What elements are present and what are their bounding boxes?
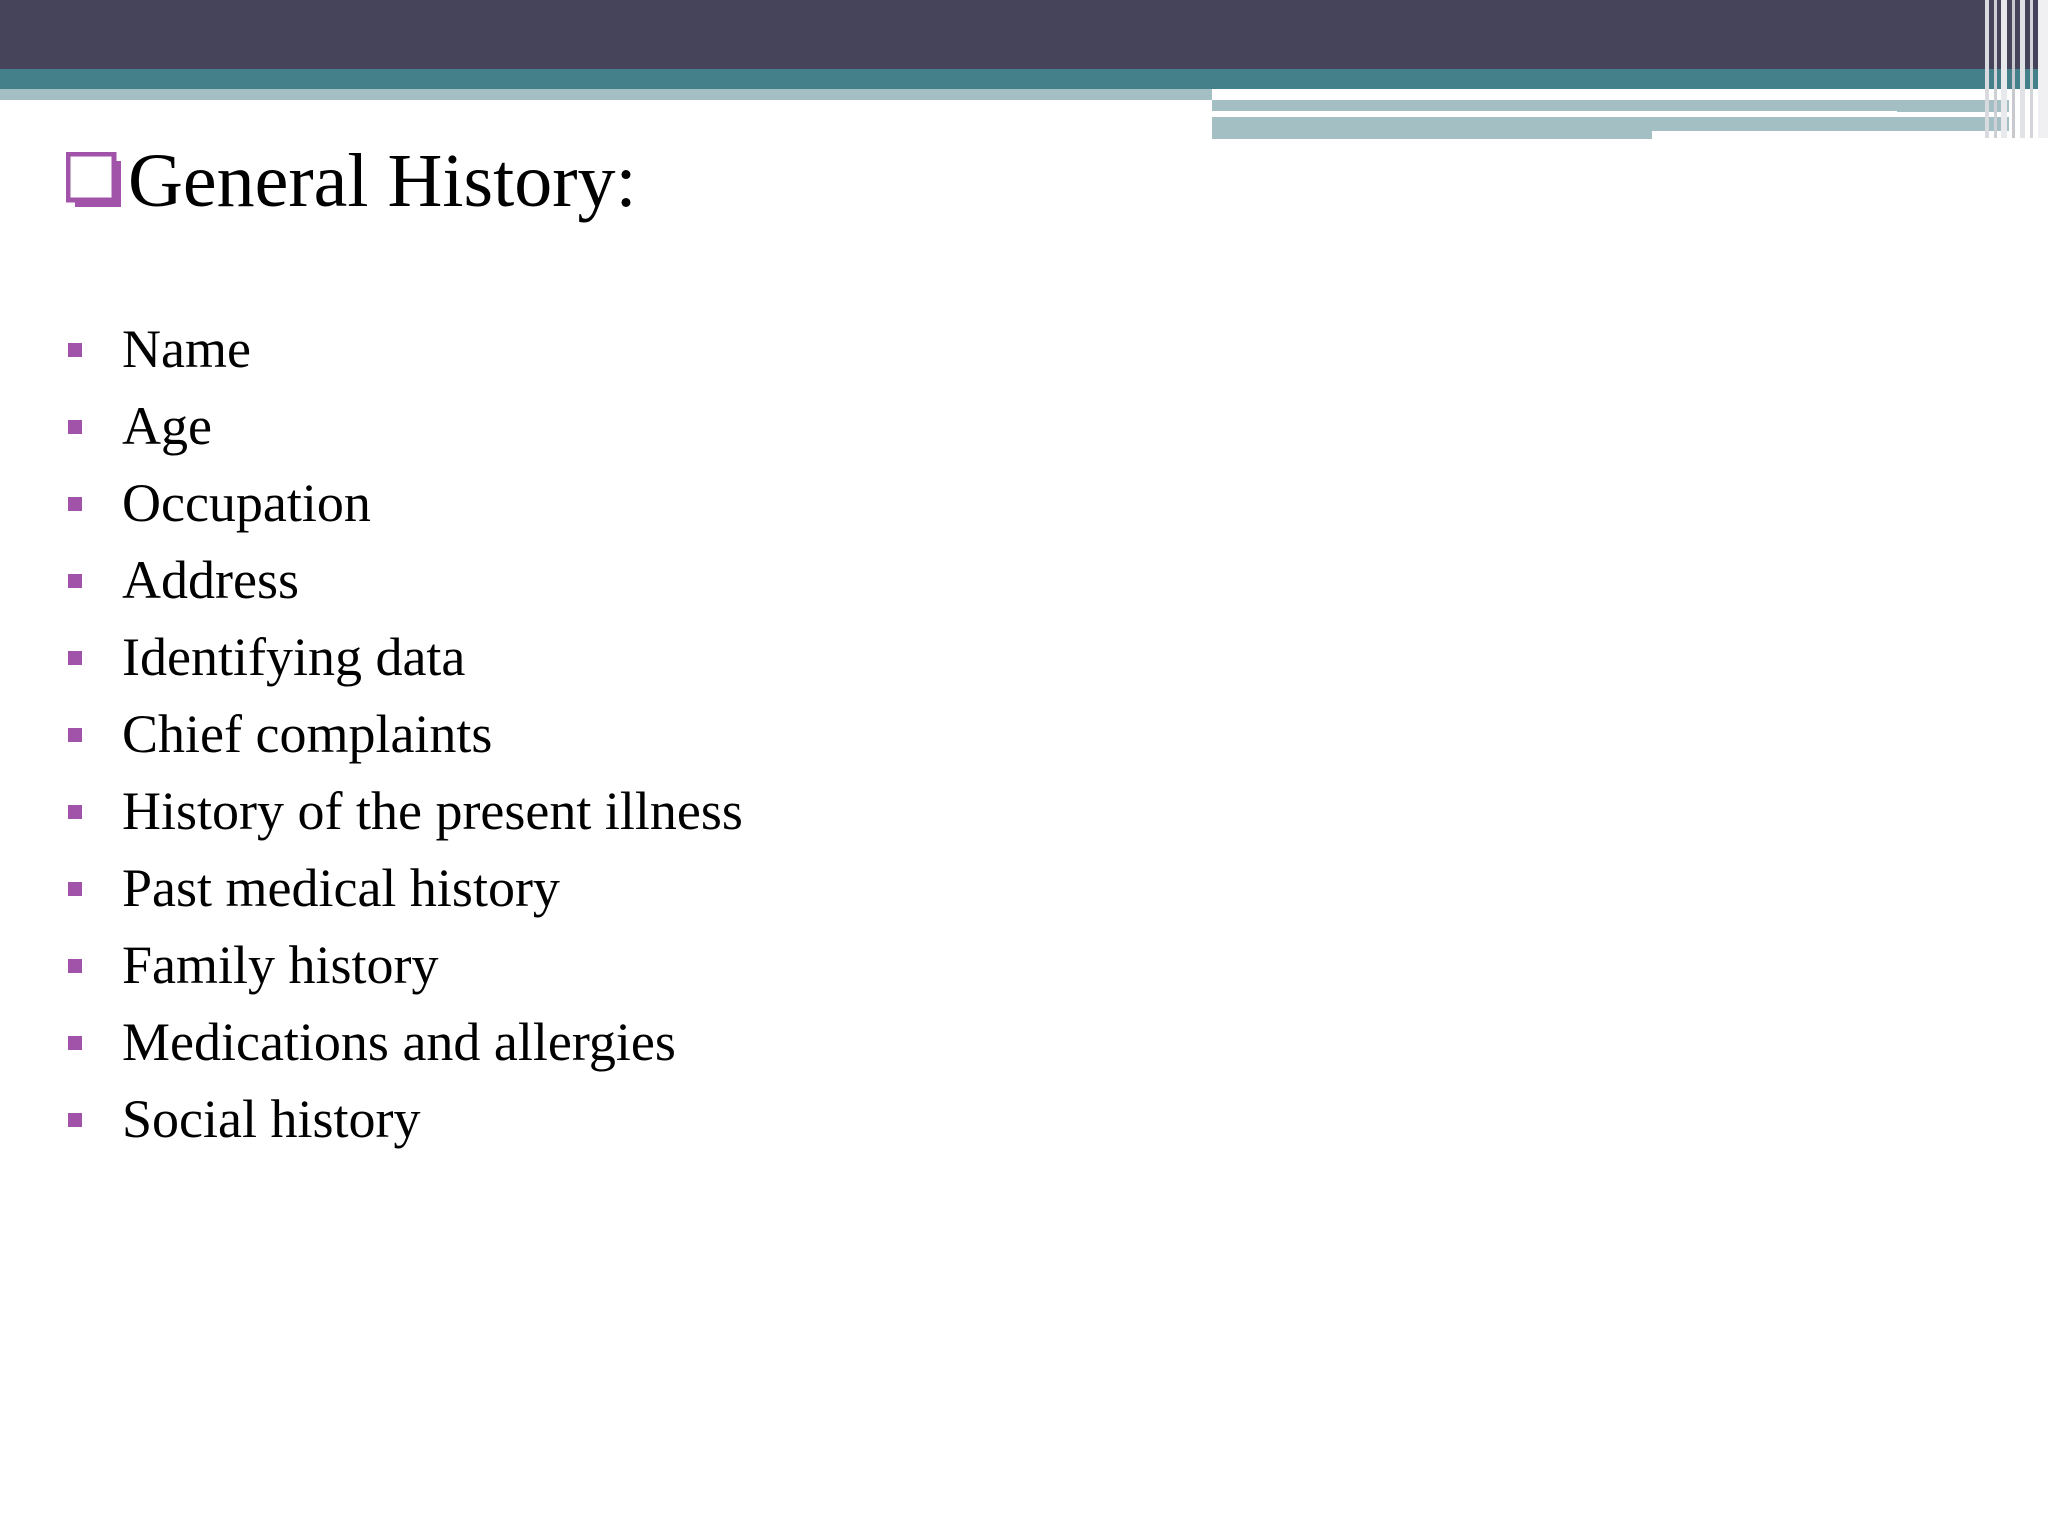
- header-band-teal: [0, 69, 2048, 89]
- list-item-text: Past medical history: [122, 858, 560, 918]
- list-item: [66, 619, 743, 696]
- square-bullet-icon: [68, 1113, 82, 1127]
- list-item: [66, 773, 743, 850]
- square-bullet-icon: [68, 420, 82, 434]
- list-item-text: Occupation: [122, 473, 371, 533]
- list-item-text: Medications and allergies: [122, 1012, 676, 1072]
- list-item-text: Social history: [122, 1089, 421, 1149]
- list-item: [66, 1004, 743, 1081]
- square-bullet-icon: [68, 651, 82, 665]
- list-item: [66, 927, 743, 1004]
- list-item: [66, 850, 743, 927]
- list-item: [66, 1081, 743, 1158]
- list-item: [66, 388, 743, 465]
- square-bullet-icon: [68, 343, 82, 357]
- square-bullet-icon: [68, 728, 82, 742]
- list-item-text: Identifying data: [122, 627, 466, 687]
- square-bullet-icon: [68, 882, 82, 896]
- header-band-dark: [0, 0, 2048, 69]
- list-item: [66, 696, 743, 773]
- slide-title: General History:: [128, 139, 637, 223]
- header-band-light-bottom: [1212, 131, 1652, 139]
- header-band-light-right-lower: [1212, 117, 2009, 131]
- hollow-square-bullet-icon: [66, 152, 124, 210]
- header-edge-lines: [1985, 0, 2048, 138]
- list-item-text: Age: [122, 396, 212, 456]
- list-item-text: Family history: [122, 935, 439, 995]
- square-bullet-icon: [68, 574, 82, 588]
- list-item: [66, 311, 743, 388]
- list-item: [66, 465, 743, 542]
- square-bullet-icon: [68, 805, 82, 819]
- bullet-list: [66, 311, 743, 1158]
- square-bullet-icon: [68, 497, 82, 511]
- header-band-light-left: [0, 89, 1212, 100]
- list-item-text: Name: [122, 319, 251, 379]
- header-white-notch: [1652, 131, 2009, 139]
- list-item-text: Address: [122, 550, 299, 610]
- list-item-text: Chief complaints: [122, 704, 493, 764]
- square-bullet-icon: [68, 1036, 82, 1050]
- slide-title-row: [66, 136, 637, 226]
- list-item: [66, 542, 743, 619]
- list-item-text: History of the present illness: [122, 781, 743, 841]
- square-bullet-icon: [68, 959, 82, 973]
